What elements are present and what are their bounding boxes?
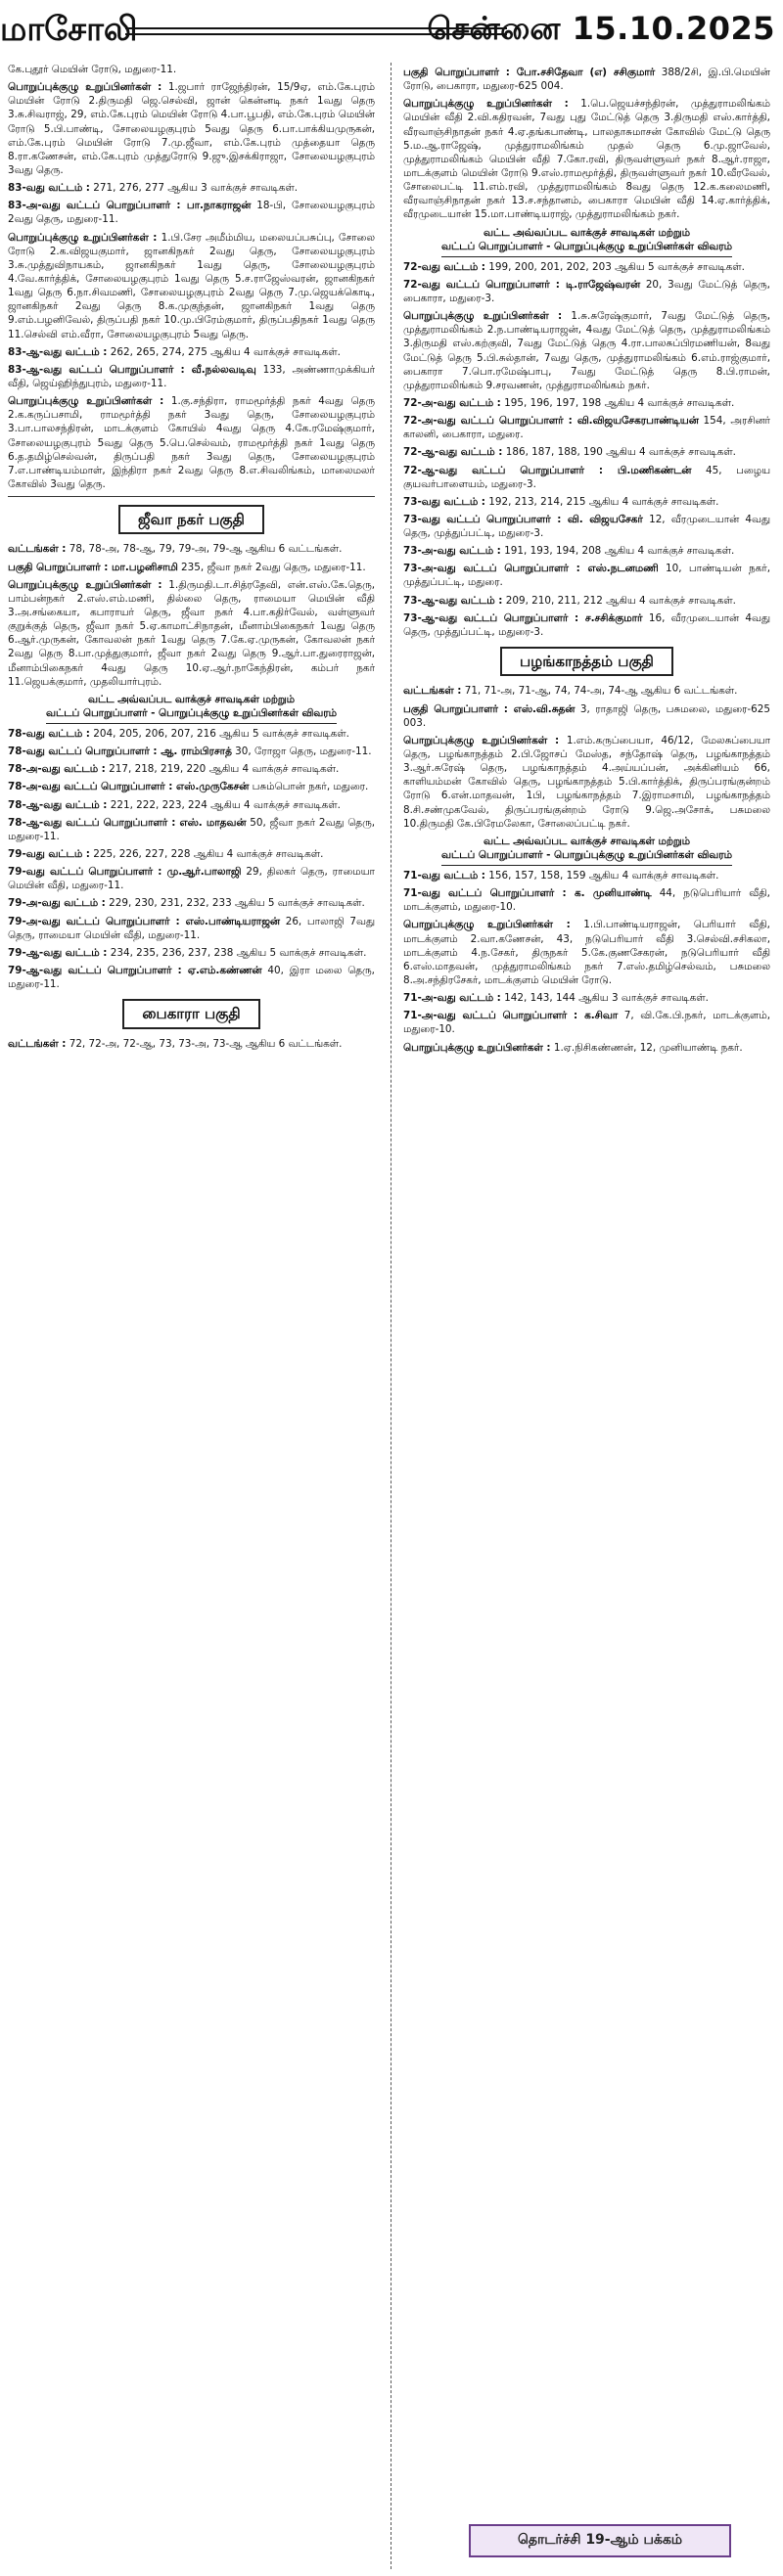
block-label: 72-அ-வது வட்டப் பொறுப்பாளர் : வி.விஜயசேகரபாண்டியன் — [403, 415, 699, 428]
text-block — [8, 181, 375, 195]
booth-caption-right-2: வட்ட அவ்வப்பட வாக்குச் சாவடிகள் மற்றும் வட்டப் பொறுப்பாளர் - பொறுப்புக்குழு உறுப்பினர்கள் விவரம் — [403, 835, 770, 866]
left-column — [8, 63, 375, 2572]
section-rule — [8, 496, 375, 497]
block-text: 204, 205, 206, 207, 216 ஆகிய 5 வாக்குச் சாவடிகள். — [93, 728, 349, 740]
booth-caption-right: வட்ட அவ்வப்பட வாக்குச் சாவடிகள் மற்றும் வட்டப் பொறுப்பாளர் - பொறுப்புக்குழு உறுப்பினர்கள் விவரம் — [403, 226, 770, 257]
masthead-title: மாசோலி — [0, 10, 138, 49]
block-text: 1.பி.பாண்டியராஜன், பெரியார் வீதி, மாடக்குளம் 2.வா.கணேசன், 43, நடுபெரியார் வீதி 3.செல்வி.சசிகலா, மாடக்குளம் 4.ந.சேகர், திருநகர் 5.கே.குணசேகரன், நடுபெரியார் வீதி 6.எஸ்.மாதவன், முத்துராமலிங்கம் நகர் 7.எஸ்.தமிழ்செல்வம், பசுமலை 8.அ.சந்திரசேகர், மாடக்குளம் மெயின் ரோடு. — [403, 919, 770, 986]
block-text: 7, வி.கே.பி.நகர், மாடக்குளம், மதுரை-10. — [403, 1010, 770, 1036]
block-label: பொறுப்புக்குழு உறுப்பினர்கள் : — [403, 919, 571, 931]
block-label: பொறுப்புக்குழு உறுப்பினர்கள் : — [403, 734, 560, 746]
block-label: 72-ஆ-வது வட்டப் பொறுப்பாளர் : பி.மணிகண்டன் — [403, 464, 692, 476]
block-text: 154, அரசினர் காலனி, பைகாரா, மதுரை. — [403, 415, 770, 441]
text-block — [403, 594, 770, 608]
text-block — [403, 464, 770, 491]
text-block — [8, 80, 375, 177]
text-block — [403, 1041, 770, 1055]
area1-blocks — [8, 542, 375, 688]
text-block — [403, 309, 770, 392]
block-label: 79-அ-வது வட்டப் பொறுப்பாளர் : எஸ்.பாண்டியராஜன் — [8, 915, 280, 927]
block-text: 142, 143, 144 ஆகிய 3 வாக்குச் சாவடிகள். — [504, 992, 709, 1005]
right-blocks — [403, 66, 770, 222]
block-text: 221, 222, 223, 224 ஆகிய 4 வாக்குச் சாவடிகள். — [110, 798, 341, 811]
right-column — [403, 63, 770, 2572]
text-block — [403, 495, 770, 509]
block-label: 78-வது வட்டம் : — [8, 728, 90, 740]
block-label: வட்டங்கள் : — [8, 543, 67, 556]
block-label: 73-வது வட்டப் பொறுப்பாளர் : வி. விஜயசேகர் — [403, 513, 643, 525]
block-text: 209, 210, 211, 212 ஆகிய 4 வாக்குச் சாவடிகள். — [505, 594, 736, 607]
block-label: பொறுப்புக்குழு உறுப்பினர்கள் : — [8, 81, 162, 94]
text-block — [403, 684, 770, 698]
text-block — [403, 414, 770, 441]
text-block — [403, 1009, 770, 1036]
block-text: 1.சு.சுரேஷ்குமார், 7வது மேட்டுத் தெரு, முத்துராமலிங்கம் 2.ந.பாண்டியராஜன், 4வது மேட்டுத் தெரு, முத்துராமலிங்கம் 3.திருமதி எஸ்.கற்குவி, 7வது மேட்டுத் தெரு 4.ரா.பாலசுப்பிரமணியன், 8வது மேட்டுத் தெரு 5.பி.சுல்தான், 7வது தெரு, முத்துராமலிங்கம் 6.எம்.ராஜ்குமார், பைகாரா 7.பொ.ரமேஷ்பாபு, 7வது மேட்டுத் தெரு 8.பி.ராமன், முத்துராமலிங்கம் 9.சரவணன், முத்துராமலிங்கம் நகர். — [403, 310, 770, 391]
masthead — [0, 0, 783, 63]
block-label: 72-ஆ-வது வட்டம் : — [403, 446, 503, 459]
block-label: 71-வது வட்டம் : — [403, 869, 485, 881]
text-block — [403, 734, 770, 831]
text-block — [8, 561, 375, 574]
block-text: 156, 157, 158, 159 ஆகிய 4 வாக்குச் சாவடிகள். — [488, 869, 719, 881]
block-label: வட்டங்கள் : — [8, 1037, 67, 1050]
block-text: 26, பாலாஜி 7வது தெரு, ராமையா மெயின் வீதி, மதுரை-11. — [8, 915, 375, 941]
block-text: 1.திருமதி.டா.சித்ரதேவி, என்.எஸ்.கே.தெரு, பாம்பன்நகர் 2.எஸ்.எம்.மணி, தில்லை தெரு, ராமையா மெயின் வீதி 3.அ.சங்கையா, கபாராயர் தெரு, ஜீவா நகர் 4.பா.கதிர்வேல், வள்ளுவர் குறுக்குத் தெரு, ஜீவா நகர் 5.ஏ.காமாட்சிநாதன், மீனாம்பிகைநகர் 1வது தெரு 6.ஆர்.முருகன், கோவலன் நகர் 1வது தெரு 7.கே.ஏ.முருகன், கோவலன் நகர் 2வது தெரு 8.பா.முத்துகுமார், ஜீவா நகர் 2வது தெரு 9.ஆர்.பா.துரைராஜன், மீனாம்பிகைநகர் 4வது தெரு 10.ஏ.ஆர்.நாகேந்திரன், கம்பர் நகர் 11.ஜெயக்குமார், முதலியார்புரம். — [8, 578, 375, 688]
block-text: 30, ரோஜா தெரு, மதுரை-11. — [235, 746, 372, 758]
text-block — [8, 847, 375, 861]
area2-blocks — [8, 1037, 375, 1051]
block-text: 229, 230, 231, 232, 233 ஆகிய 5 வாக்குச் சாவடிகள். — [109, 897, 365, 910]
block-label: 79-வது வட்டப் பொறுப்பாளர் : மு.ஆர்.பாலாஜி — [8, 866, 242, 879]
area-heading-pykara: பைகாரா பகுதி — [8, 999, 375, 1028]
text-block — [8, 865, 375, 892]
block-text: 78, 78-அ, 78-ஆ, 79, 79-அ, 79-ஆ ஆகிய 6 வட்டங்கள். — [69, 543, 343, 556]
text-block — [8, 394, 375, 491]
block-text: 10, பாண்டியன் நகர், முத்துப்பட்டி, மதுரை. — [403, 563, 770, 589]
block-label: 78-வது வட்டப் பொறுப்பாளர் : ஆ. ராம்பிரசாத் — [8, 746, 232, 758]
block-text: 12, வீரமுடையான் 4வது தெரு, முத்துப்பட்டி, மதுரை-3. — [403, 513, 770, 540]
block-text: 388/2சி, இ.பி.மெயின் ரோடு, பைகாரா, மதுரை-625 004. — [403, 67, 770, 93]
block-label: 73-ஆ-வது வட்டப் பொறுப்பாளர் : ச.சசிக்குமார் — [403, 611, 643, 624]
ward-blocks — [8, 727, 375, 991]
masthead-city-date: சென்னை 15.10.2025 — [427, 10, 775, 47]
block-text: 44, நடுபெரியார் வீதி, மாடக்குளம், மதுரை-10. — [403, 887, 770, 914]
block-label: பொறுப்புக்குழு உறுப்பினர்கள் : — [403, 310, 563, 323]
block-label: பொறுப்புக்குழு உறுப்பினர்கள் : — [8, 578, 162, 591]
intro-line: கே.புதூர் மெயின் ரோடு, மதுரை-11. — [8, 64, 177, 75]
block-text: 186, 187, 188, 190 ஆகிய 4 வாக்குச் சாவடிகள். — [505, 446, 736, 459]
text-block — [403, 278, 770, 305]
continued-on-page: தொடர்ச்சி 19-ஆம் பக்கம் — [469, 2524, 731, 2557]
block-label: 73-வது வட்டம் : — [403, 495, 485, 508]
block-text: 1.பி.சேர அமீம்மிய, மலையப்பசுப்பு, சோலை ரோடு 2.க.விஜயகுமார், ஜானகிநகர் 2வது தெரு, சோலையழகுபுரம் 3.சு.முத்துவிநாயகம், ஜானகிநகர் 1வது தெரு, சோலையழகுபுரம் 4.வே.கார்த்திக், சோலையழகுபுரம் 1வது தெரு 5.ச.ராஜேஸ்வரன், ஜானகிநகர் 1வது தெரு 6.நா.சிவமணி, சோலையழகுபுரம் 2வது தெரு 7.மு.ஜெயக்கொடி, ஜானகிநகர் 2வது தெரு 8.க.முகுந்தன், ஜானகிநகர் 1வது தெரு 9.எம்.பழனிவேல், திருப்பதி நகர் 10.மு.பிரேம்குமார், திருப்பதிநகர் 1வது தெரு 11.செல்வி எம்.வீரா, சோலையழகுபுரம் 5வது தெரு. — [8, 231, 375, 340]
block-label: 78-அ-வது வட்டம் : — [8, 763, 106, 776]
right-ward-blocks — [403, 260, 770, 639]
block-text: 271, 276, 277 ஆகிய 3 வாக்குச் சாவடிகள். — [93, 182, 299, 195]
block-text: 29, திலகர் தெரு, ராமையா மெயின் வீதி, மதுரை-11. — [8, 866, 375, 892]
block-text: 50, ஜீவா நகர் 2வது தெரு, மதுரை-11. — [8, 816, 375, 842]
block-label: பகுதி பொறுப்பாளர் : போ.சசிதேவா (எ) சசிகுமார் — [403, 67, 656, 78]
block-text: 1.பெ.ஜெயச்சந்திரன், முத்துராமலிங்கம் மெயின் வீதி 2.வி.கதிரவன், 7வது புது மேட்டுத் தெரு 3.திருமதி எஸ்.கார்த்தி, வீரவாஞ்சிநாதன் நகர் 4.ஏ.தங்கபாண்டி, பாலதாசுமாசன் கோவில் மேட்டு தெரு 5.ம.ஆ.ராஜேஷ், முத்துராமலிங்கம் முதல் தெரு 6.மு.ஜாவேல், முத்துராமலிங்கம் மெயின் வீதி 7.கோ.ரவி, திருவள்ளுவர் நகர் 8.ஆர்.ராஜா, மாடக்குளம் மெயின் ரோடு 9.எஸ்.ராமமூர்த்தி, திருவள்ளுவர் நகர் 10.வீரவேல், சோலைபட்டி 11.எம்.ரவி, முத்துராமலிங்கம் 8வது தெரு 12.க.கலைமணி, வீரவாஞ்சிநாதன் நகர் 13.ச.சந்தானம், பைகாரா மெயின் வீதி 14.ஏ.கார்த்திக், வீரமுடையான் 15.மா.பாண்டியராஜ், முத்துராமலிங்கம் நகர். — [403, 98, 770, 221]
block-label: 79-அ-வது வட்டம் : — [8, 897, 106, 910]
block-label: 78-அ-வது வட்டப் பொறுப்பாளர் : எஸ்.முருகேசன் — [8, 781, 250, 793]
block-label: 71-அ-வது வட்டம் : — [403, 992, 501, 1005]
block-text: 199, 200, 201, 202, 203 ஆகிய 5 வாக்குச் சாவடிகள். — [488, 260, 745, 273]
block-text: 71, 71-அ, 71-ஆ, 74, 74-அ, 74-ஆ ஆகிய 6 வட்டங்கள். — [464, 685, 738, 698]
text-block — [8, 798, 375, 812]
block-text: 1.எம்.கருப்பையா, 46/12, மேலசுப்பையா தெரு, பழங்காநத்தம் 2.பி.ஜோசப் மேஸ்த, சந்தோஷ் தெரு, பழங்காநத்தம் 3.ஆர்.சுரேஷ் தெரு, பழங்காநத்தம் 4.அய்யப்பன், அக்கினியம் 66, காளியம்மன் கோவில் தெரு, பழங்காநத்தம் 5.பி.கார்த்திக், திருப்பரங்குன்றம் ரோடு 6.என்.மாதவன், 1பி, பழங்காநத்தம் 7.இராமசாமி, பழங்காநத்தம் 8.சி.சண்முகவேல், திருப்பரங்குன்றம் ரோடு 9.ஜெ.அசோக், பசுமலை 10.திருமதி கே.பிரேமலேகா, சோலைப்பட்டி நகர். — [403, 734, 770, 830]
block-text: 45, பழைய குயவர்பாளையம், மதுரை-3. — [403, 464, 770, 490]
block-label: 73-அ-வது வட்டம் : — [403, 545, 501, 558]
text-block — [403, 445, 770, 459]
block-label: 72-அ-வது வட்டம் : — [403, 396, 501, 409]
block-label: வட்டங்கள் : — [403, 685, 462, 698]
block-label: பொறுப்புக்குழு உறுப்பினர்கள் : — [8, 231, 158, 244]
text-block — [8, 363, 375, 390]
text-block — [8, 345, 375, 359]
text-block — [8, 199, 375, 226]
block-label: 73-அ-வது வட்டப் பொறுப்பாளர் : எஸ்.நடனமணி — [403, 563, 659, 575]
block-label: 73-ஆ-வது வட்டம் : — [403, 594, 503, 607]
text-block — [403, 869, 770, 882]
block-label: 72-வது வட்டம் : — [403, 260, 485, 273]
block-text: 225, 226, 227, 228 ஆகிய 4 வாக்குச் சாவடிகள். — [93, 847, 324, 860]
text-block — [403, 260, 770, 274]
block-text: 217, 218, 219, 220 ஆகிய 4 வாக்குச் சாவடிகள். — [109, 763, 340, 776]
block-label: 71-அ-வது வட்டப் பொறுப்பாளர் : க.சிவா — [403, 1010, 619, 1022]
block-text: 1.கு.சந்திரா, ராமமூர்த்தி நகர் 4வது தெரு 2.க.கருப்பசாமி, ராமமூர்த்தி நகர் 3வது தெரு, சோலையழகுபுரம் 3.பா.பாலசந்திரன், மாடக்குளம் கோயில் 4வது தெரு 4.கே.ரமேஷ்குமார், சோலையழகுபுரம் 5வது தெரு 5.பெ.செல்வம், ராமமூர்த்தி நகர் 1வது தெரு 6.த.தமிழ்செல்வன், திருப்பதி நகர் 3வது தெரு, சோலையழகுபுரம் 7.எ.பாண்டியம்மாள், இந்திரா நகர் 2வது தெரு 8.எ.சிவலிங்கம், மாலைமலர் கோவில் 3வது தெரு. — [8, 395, 375, 490]
block-text: 192, 213, 214, 215 ஆகிய 4 வாக்குச் சாவடிகள். — [488, 495, 719, 508]
block-label: 79-வது வட்டம் : — [8, 847, 90, 860]
left-blocks — [8, 80, 375, 491]
block-text: 18-பி, சோலையழகுபுரம் 2வது தெரு, மதுரை-11. — [8, 200, 375, 226]
block-label: 83-வது வட்டம் : — [8, 182, 90, 195]
text-block — [403, 513, 770, 540]
text-block — [8, 896, 375, 910]
text-block — [403, 396, 770, 410]
text-block — [403, 702, 770, 730]
text-block — [8, 745, 375, 758]
block-text: 195, 196, 197, 198 ஆகிய 4 வாக்குச் சாவடிகள். — [504, 396, 735, 409]
block-label: 78-ஆ-வது வட்டம் : — [8, 798, 108, 811]
text-block — [8, 542, 375, 556]
text-block — [8, 727, 375, 741]
text-block — [8, 762, 375, 776]
block-text: 1.ஏ.நிசிகண்ணன், 12, முனியாண்டி நகர். — [553, 1041, 743, 1054]
text-block — [8, 946, 375, 960]
text-block — [403, 66, 770, 93]
text-block — [8, 816, 375, 843]
block-text: 262, 265, 274, 275 ஆகிய 4 வாக்குச் சாவடிகள். — [110, 345, 341, 358]
block-label: பொறுப்புக்குழு உறுப்பினர்கள் : — [403, 1041, 551, 1054]
block-text: 72, 72-அ, 72-ஆ, 73, 73-அ, 73-ஆ ஆகிய 6 வட்டங்கள். — [69, 1037, 343, 1050]
block-text: பசும்பொன் நகர், மதுரை. — [252, 781, 369, 793]
block-label: 83-ஆ-வது வட்டம் : — [8, 345, 108, 358]
block-label: 72-வது வட்டப் பொறுப்பாளர் : டி.ராஜேஷ்வரன் — [403, 278, 641, 291]
block-text: 133, அண்ணாமுக்கியர் வீதி, ஜெய்ஹிந்துபுரம், மதுரை-11. — [8, 363, 375, 389]
text-block — [403, 562, 770, 589]
block-label: 83-அ-வது வட்டப் பொறுப்பாளர் : பா.நாகராஜன் — [8, 200, 252, 212]
text-block — [8, 231, 375, 341]
booth-caption: வட்ட அவ்வப்பட வாக்குச் சாவடிகள் மற்றும் வட்டப் பொறுப்பாளர் - பொறுப்புக்குழு உறுப்பினர்கள் விவரம் — [8, 693, 375, 724]
block-label: 83-ஆ-வது வட்டப் பொறுப்பாளர் : வீ.நல்லவடிவு — [8, 363, 256, 376]
block-label: 78-ஆ-வது வட்டப் பொறுப்பாளர் : எஸ். மாதவன் — [8, 816, 247, 829]
block-text: 40, இரா மலை தெரு, மதுரை-11. — [8, 964, 375, 991]
block-label: பகுதி பொறுப்பாளர் : எஸ்.வி.சுதன் — [403, 702, 576, 715]
text-block — [403, 97, 770, 221]
block-text: 234, 235, 236, 237, 238 ஆகிய 5 வாக்குச் சாவடிகள். — [110, 946, 367, 959]
text-block — [403, 918, 770, 987]
text-block — [8, 1037, 375, 1051]
block-text: 235, ஜீவா நகர் 2வது தெரு, மதுரை-11. — [181, 561, 366, 573]
text-block — [403, 544, 770, 558]
text-block — [8, 915, 375, 942]
text-block — [403, 886, 770, 914]
block-text: 191, 193, 194, 208 ஆகிய 4 வாக்குச் சாவடிகள். — [504, 545, 735, 558]
column-divider — [391, 63, 392, 2569]
block-label: பகுதி பொறுப்பாளர் : மா.பழனிசாமி — [8, 561, 178, 573]
right-ward-blocks-2 — [403, 869, 770, 1055]
block-label: 79-ஆ-வது வட்டம் : — [8, 946, 108, 959]
text-block — [8, 780, 375, 793]
area-heading-palanganatham: பழங்காநத்தம் பகுதி — [403, 647, 770, 676]
text-block — [403, 611, 770, 639]
block-label: பொறுப்புக்குழு உறுப்பினர்கள் : — [403, 98, 569, 111]
block-label: 71-வது வட்டப் பொறுப்பாளர் : க. முனியாண்டி — [403, 887, 652, 900]
text-block — [8, 578, 375, 689]
area-heading-jeeva-nagar: ஜீவா நகர் பகுதி — [8, 505, 375, 534]
area3-blocks — [403, 684, 770, 830]
block-text: 20, 3வது மேட்டுத் தெரு, பைகாரா, மதுரை-3. — [403, 278, 770, 304]
block-text: 16, வீரமுடையான் 4வது தெரு, முத்துப்பட்டி, மதுரை-3. — [403, 611, 770, 638]
block-label: 79-ஆ-வது வட்டப் பொறுப்பாளர் : ஏ.எம்.கண்ணன் — [8, 964, 262, 976]
block-text: 3, ராதாஜி தெரு, பசுமலை, மதுரை-625 003. — [403, 702, 770, 729]
block-label: பொறுப்புக்குழு உறுப்பினர்கள் : — [8, 395, 164, 408]
text-block — [403, 991, 770, 1005]
block-text: 1.ஜபார் ராஜேந்திரன், 15/9ஏ, எம்.கே.புரம் மெயின் ரோடு 2.திருமதி ஜெ.செல்வி, ஜான் கென்னடி நகர் 1வது தெரு 3.சு.சிவராஜ், 29, எம்.கே.புரம் மெயின் ரோடு 4.பா.பூபதி, எம்.கே.புரம் மெயின் ரோடு 5.பி.பாண்டி, சோலையழகுபுரம் 5வது தெரு 6.பா.பாக்கியமுருகன், எம்.கே.புரம் மெயின் ரோடு 7.மு.ஜீவா, எம்.கே.புரம் முத்தையா தெரு 8.ரா.கணேசன், எம்.கே.புரம் முத்துரோடு 9.ஜு.இசக்கிராஜா, சோலையழகுபுரம் 3வது தெரு. — [8, 81, 375, 176]
text-block — [8, 964, 375, 991]
